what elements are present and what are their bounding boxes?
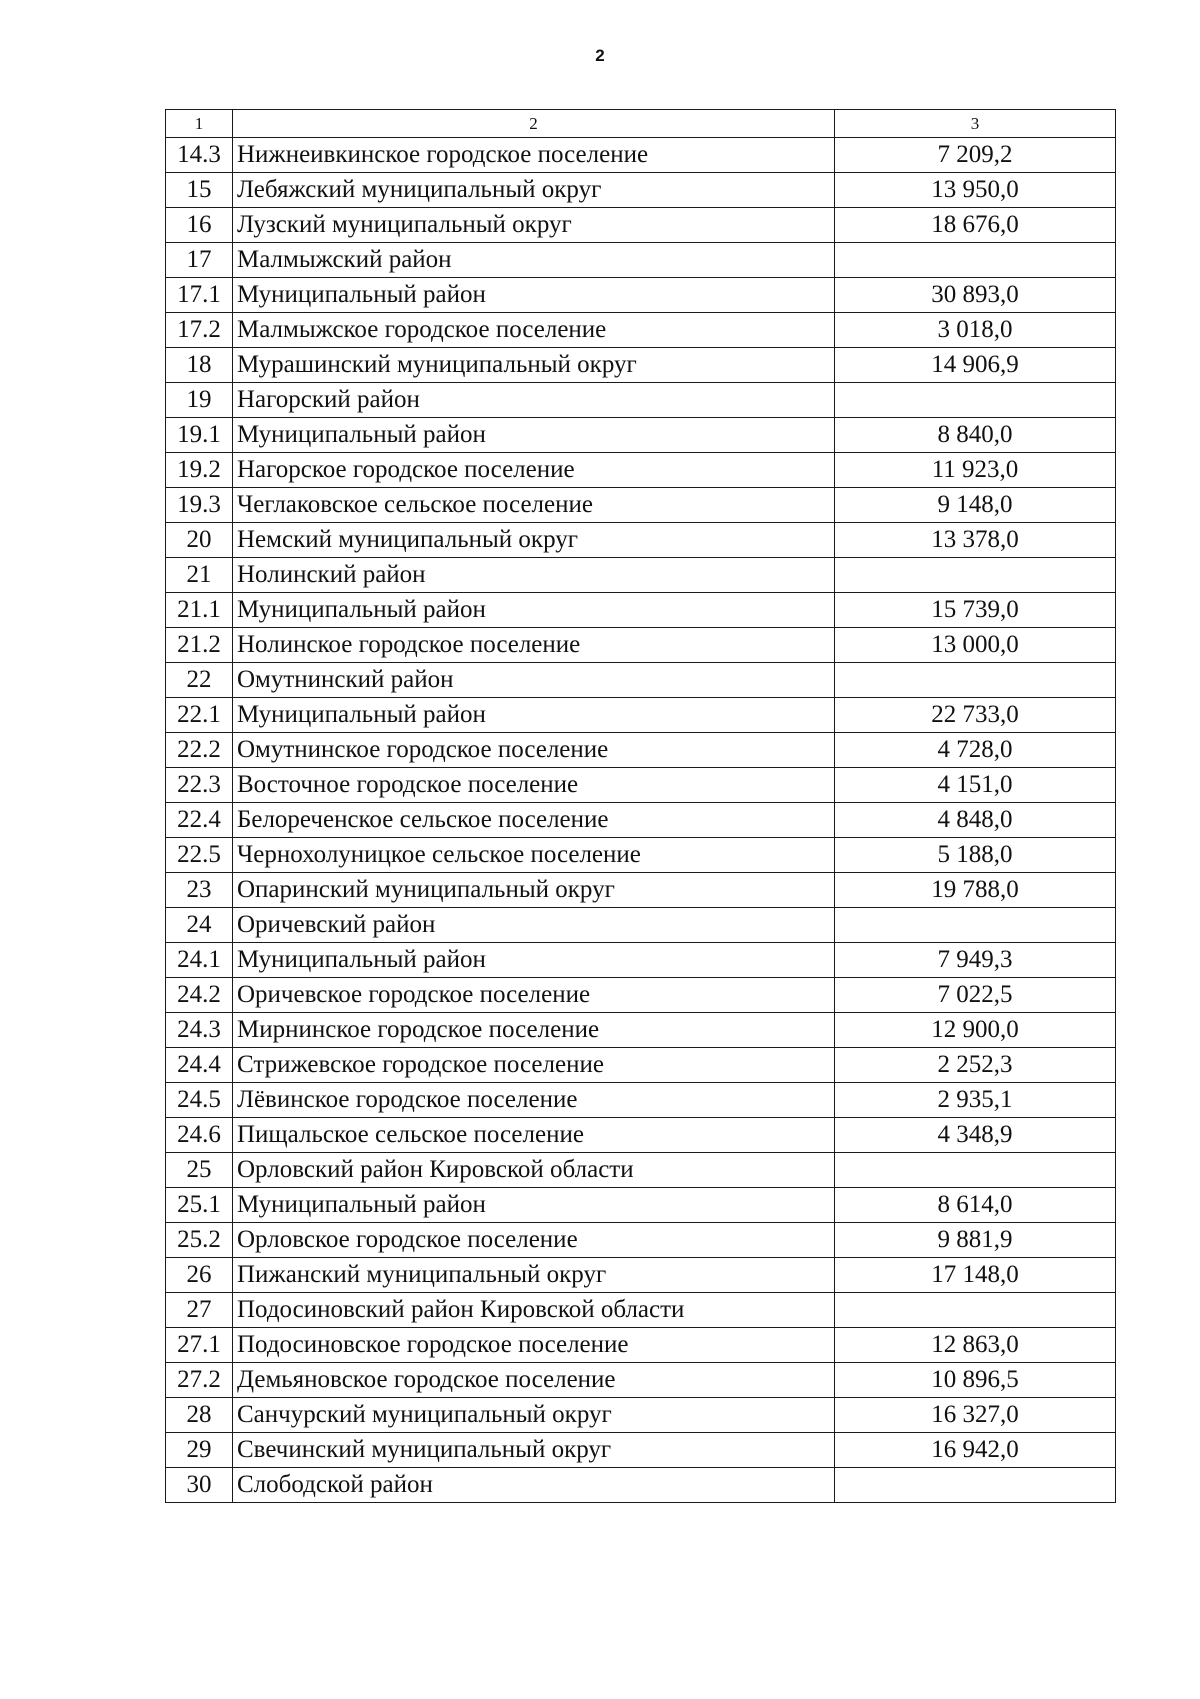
row-number-cell: 24.5 [166,1083,233,1118]
table-row [166,978,1116,1013]
row-name-cell: Свечинский муниципальный округ [233,1433,835,1468]
row-value-cell: 4 151,0 [835,768,1116,803]
row-value-cell: 8 840,0 [835,418,1116,453]
row-value-cell: 8 614,0 [835,1188,1116,1223]
table-row [166,943,1116,978]
table-row [166,1048,1116,1083]
row-number-cell: 28 [166,1398,233,1433]
row-value-cell [835,383,1116,418]
row-name-cell: Оричевский район [233,908,835,943]
row-name-cell: Немский муниципальный округ [233,523,835,558]
row-value-cell: 14 906,9 [835,348,1116,383]
row-value-cell: 10 896,5 [835,1363,1116,1398]
row-number-cell: 19.2 [166,453,233,488]
row-number-cell: 22 [166,663,233,698]
table-body [166,138,1116,1503]
row-number-cell: 15 [166,173,233,208]
row-name-cell: Белореченское сельское поселение [233,803,835,838]
row-number-cell: 21.2 [166,628,233,663]
row-value-cell: 4 728,0 [835,733,1116,768]
row-value-cell: 5 188,0 [835,838,1116,873]
row-name-cell: Пищальское сельское поселение [233,1118,835,1153]
row-name-cell: Пижанский муниципальный округ [233,1258,835,1293]
row-number-cell: 27.2 [166,1363,233,1398]
row-value-cell [835,663,1116,698]
table-row [166,698,1116,733]
row-name-cell: Муниципальный район [233,698,835,733]
row-number-cell: 24.6 [166,1118,233,1153]
row-value-cell: 13 000,0 [835,628,1116,663]
row-name-cell: Орловское городское поселение [233,1223,835,1258]
row-value-cell: 18 676,0 [835,208,1116,243]
row-name-cell: Лебяжский муниципальный округ [233,173,835,208]
row-name-cell: Оричевское городское поселение [233,978,835,1013]
row-value-cell: 11 923,0 [835,453,1116,488]
row-value-cell: 13 378,0 [835,523,1116,558]
row-number-cell: 25.2 [166,1223,233,1258]
row-value-cell: 7 022,5 [835,978,1116,1013]
row-number-cell: 22.5 [166,838,233,873]
table-row [166,1398,1116,1433]
row-number-cell: 24 [166,908,233,943]
row-number-cell: 16 [166,208,233,243]
row-number-cell: 23 [166,873,233,908]
row-name-cell: Восточное городское поселение [233,768,835,803]
row-number-cell: 24.1 [166,943,233,978]
row-name-cell: Муниципальный район [233,278,835,313]
row-name-cell: Малмыжское городское поселение [233,313,835,348]
table-row [166,733,1116,768]
row-number-cell: 20 [166,523,233,558]
row-value-cell: 3 018,0 [835,313,1116,348]
row-name-cell: Мурашинский муниципальный округ [233,348,835,383]
row-value-cell: 7 209,2 [835,138,1116,173]
row-number-cell: 18 [166,348,233,383]
table-row [166,1118,1116,1153]
row-number-cell: 27 [166,1293,233,1328]
row-name-cell: Нолинский район [233,558,835,593]
table-row [166,628,1116,663]
table-row [166,383,1116,418]
row-value-cell: 15 739,0 [835,593,1116,628]
table-row [166,278,1116,313]
table-row [166,1433,1116,1468]
row-number-cell: 30 [166,1468,233,1503]
row-name-cell: Нижнеивкинское городское поселение [233,138,835,173]
row-value-cell: 22 733,0 [835,698,1116,733]
row-number-cell: 24.2 [166,978,233,1013]
table-row [166,418,1116,453]
row-name-cell: Нагорский район [233,383,835,418]
row-value-cell: 4 848,0 [835,803,1116,838]
table-row [166,453,1116,488]
table-row [166,803,1116,838]
table-row [166,1083,1116,1118]
row-value-cell: 2 935,1 [835,1083,1116,1118]
table-row [166,1013,1116,1048]
header-number-column: 1 [166,110,233,138]
table-row [166,348,1116,383]
row-value-cell: 9 148,0 [835,488,1116,523]
row-value-cell [835,1293,1116,1328]
row-name-cell: Нагорское городское поселение [233,453,835,488]
row-number-cell: 25 [166,1153,233,1188]
table-row [166,243,1116,278]
row-name-cell: Чернохолуницкое сельское поселение [233,838,835,873]
row-name-cell: Чеглаковское сельское поселение [233,488,835,523]
row-value-cell: 4 348,9 [835,1118,1116,1153]
row-value-cell [835,558,1116,593]
table-row [166,663,1116,698]
row-value-cell: 16 942,0 [835,1433,1116,1468]
table-row [166,208,1116,243]
row-number-cell: 27.1 [166,1328,233,1363]
row-number-cell: 19.1 [166,418,233,453]
row-number-cell: 29 [166,1433,233,1468]
row-name-cell: Омутнинский район [233,663,835,698]
table-row [166,838,1116,873]
table-row [166,488,1116,523]
table-row [166,313,1116,348]
row-name-cell: Нолинское городское поселение [233,628,835,663]
row-name-cell: Муниципальный район [233,418,835,453]
row-name-cell: Подосиновское городское поселение [233,1328,835,1363]
row-name-cell: Опаринский муниципальный округ [233,873,835,908]
row-value-cell: 30 893,0 [835,278,1116,313]
row-number-cell: 21 [166,558,233,593]
table-row [166,1223,1116,1258]
row-value-cell: 19 788,0 [835,873,1116,908]
row-name-cell: Подосиновский район Кировской области [233,1293,835,1328]
row-value-cell: 12 863,0 [835,1328,1116,1363]
table-row [166,1468,1116,1503]
table-row [166,908,1116,943]
table-row [166,558,1116,593]
row-number-cell: 26 [166,1258,233,1293]
budget-table [165,109,1116,1503]
row-number-cell: 25.1 [166,1188,233,1223]
row-name-cell: Мирнинское городское поселение [233,1013,835,1048]
page-number: 2 [595,46,605,65]
row-number-cell: 19 [166,383,233,418]
table-row [166,1363,1116,1398]
row-name-cell: Малмыжский район [233,243,835,278]
table-row [166,1188,1116,1223]
row-name-cell: Санчурский муниципальный округ [233,1398,835,1433]
row-value-cell: 7 949,3 [835,943,1116,978]
table-row [166,173,1116,208]
row-name-cell: Омутнинское городское поселение [233,733,835,768]
table-row [166,138,1116,173]
row-number-cell: 17 [166,243,233,278]
table-row [166,1293,1116,1328]
row-number-cell: 17.2 [166,313,233,348]
row-number-cell: 17.1 [166,278,233,313]
table-row [166,523,1116,558]
row-name-cell: Муниципальный район [233,943,835,978]
row-name-cell: Лёвинское городское поселение [233,1083,835,1118]
row-value-cell: 13 950,0 [835,173,1116,208]
row-number-cell: 24.4 [166,1048,233,1083]
row-name-cell: Демьяновское городское поселение [233,1363,835,1398]
row-name-cell: Муниципальный район [233,1188,835,1223]
row-number-cell: 24.3 [166,1013,233,1048]
row-value-cell [835,908,1116,943]
row-number-cell: 22.4 [166,803,233,838]
row-value-cell: 2 252,3 [835,1048,1116,1083]
row-number-cell: 21.1 [166,593,233,628]
row-value-cell: 16 327,0 [835,1398,1116,1433]
table-row [166,768,1116,803]
row-number-cell: 14.3 [166,138,233,173]
header-value-column: 3 [835,110,1116,138]
table-row [166,1258,1116,1293]
row-value-cell: 9 881,9 [835,1223,1116,1258]
header-name-column: 2 [233,110,835,138]
table-row [166,873,1116,908]
row-name-cell: Лузский муниципальный округ [233,208,835,243]
row-name-cell: Орловский район Кировской области [233,1153,835,1188]
table-row [166,1153,1116,1188]
row-value-cell: 12 900,0 [835,1013,1116,1048]
row-number-cell: 22.3 [166,768,233,803]
row-number-cell: 22.1 [166,698,233,733]
row-value-cell [835,1153,1116,1188]
table-row [166,593,1116,628]
row-name-cell: Стрижевское городское поселение [233,1048,835,1083]
row-number-cell: 19.3 [166,488,233,523]
row-value-cell [835,243,1116,278]
row-name-cell: Муниципальный район [233,593,835,628]
row-value-cell [835,1468,1116,1503]
row-number-cell: 22.2 [166,733,233,768]
table-row [166,1328,1116,1363]
row-value-cell: 17 148,0 [835,1258,1116,1293]
header-row [166,110,1116,138]
row-name-cell: Слободской район [233,1468,835,1503]
